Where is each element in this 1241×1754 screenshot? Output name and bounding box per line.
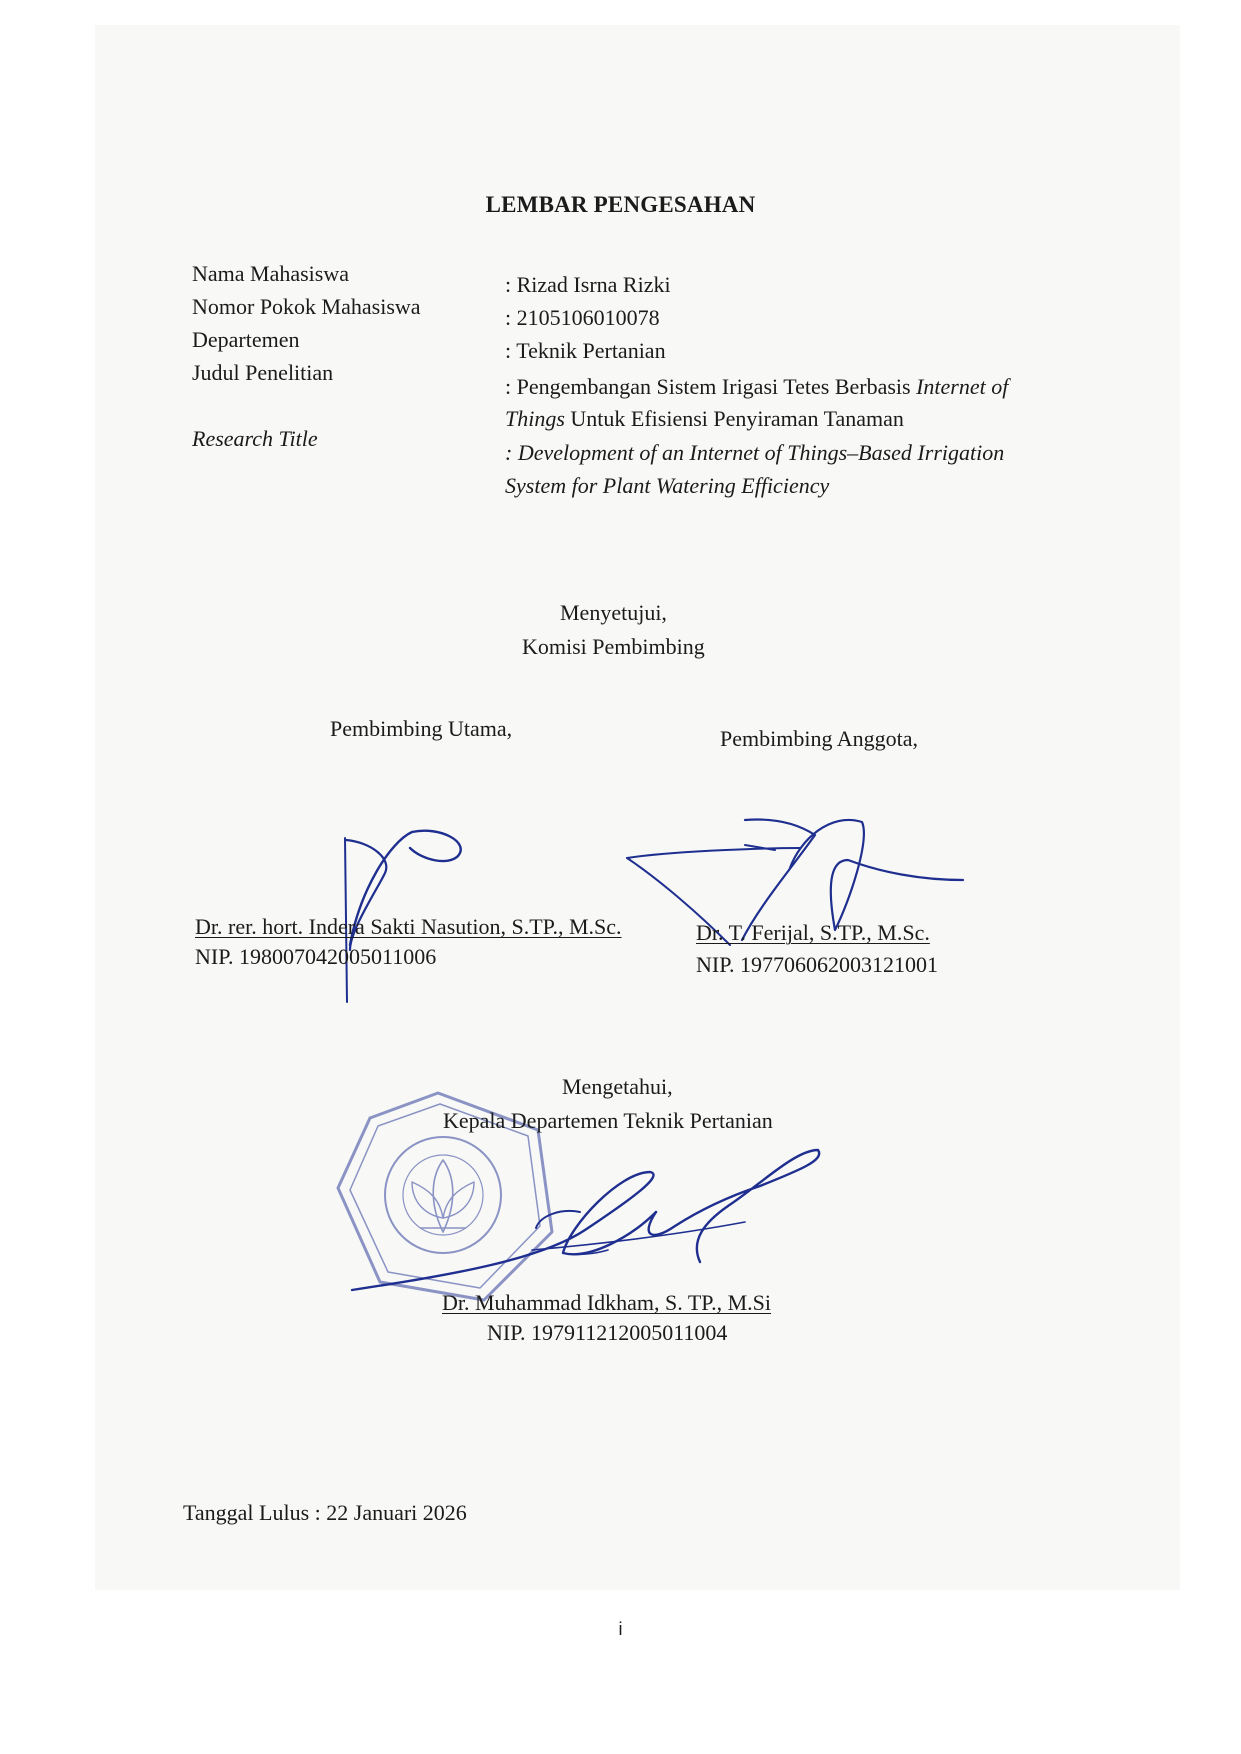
npm-value: : 2105106010078	[505, 305, 660, 330]
page-number: i	[618, 1619, 623, 1639]
name-label: Nama Mahasiswa	[192, 261, 350, 286]
member-supervisor-name: Dr. T. Ferijal, S.TP., M.Sc.	[696, 920, 930, 945]
approval-heading: Menyetujui,	[560, 600, 667, 625]
research-title-en-line-2: System for Plant Watering Efficiency	[505, 473, 830, 498]
acknowledgement-heading: Mengetahui,	[562, 1074, 673, 1099]
research-title-id-line-2: Things Untuk Efisiensi Penyiraman Tanaman	[505, 406, 904, 431]
primary-supervisor-role: Pembimbing Utama,	[330, 716, 513, 741]
primary-supervisor-nip: NIP. 198007042005011006	[195, 944, 437, 969]
member-supervisor-nip: NIP. 197706062003121001	[696, 952, 939, 977]
graduation-date: Tanggal Lulus : 22 Januari 2026	[183, 1500, 467, 1525]
member-supervisor-role: Pembimbing Anggota,	[720, 726, 918, 751]
research-title-en-line-1: : Development of an Internet of Things–Based Irrigation	[505, 440, 1005, 465]
department-label: Departemen	[192, 327, 300, 352]
department-head-position: Kepala Departemen Teknik Pertanian	[443, 1108, 773, 1133]
primary-supervisor-name: Dr. rer. hort. Indera Sakti Nasution, S.TP., M.Sc.	[195, 914, 622, 939]
npm-label: Nomor Pokok Mahasiswa	[192, 294, 421, 319]
department-head-name: Dr. Muhammad Idkham, S. TP., M.Si	[442, 1290, 772, 1315]
name-value: : Rizad Isrna Rizki	[505, 272, 671, 297]
department-value: : Teknik Pertanian	[505, 338, 666, 363]
research-title-id-line-1: : Pengembangan Sistem Irigasi Tetes Berbasis Internet of	[505, 374, 1009, 399]
page-title: LEMBAR PENGESAHAN	[485, 192, 756, 217]
department-head-nip: NIP. 197911212005011004	[487, 1320, 728, 1345]
research-title-id-label: Judul Penelitian	[192, 360, 334, 385]
research-title-en-label: Research Title	[192, 426, 318, 451]
supervisory-committee: Komisi Pembimbing	[522, 634, 705, 659]
